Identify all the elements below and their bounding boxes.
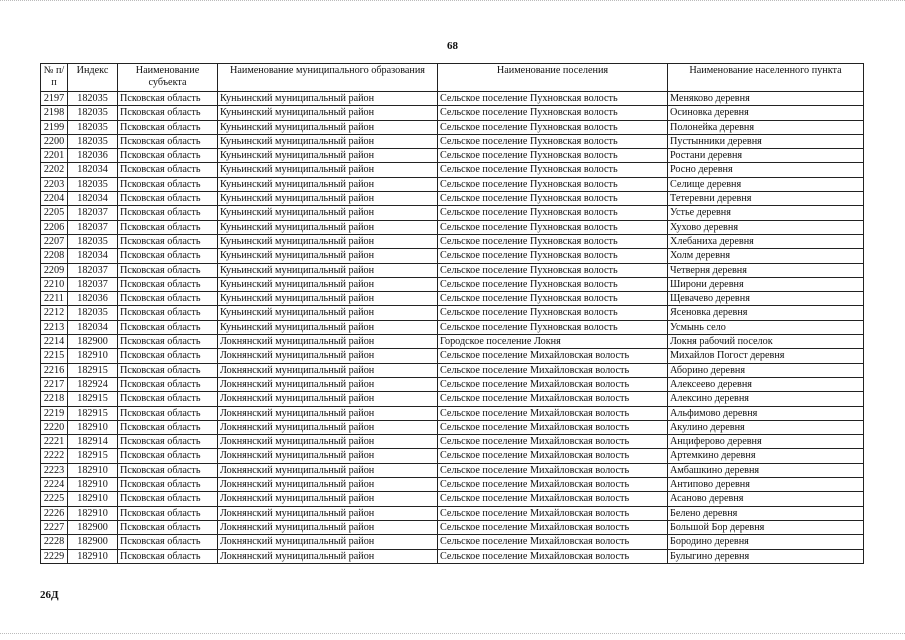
cell-subject: Псковская область: [118, 163, 218, 177]
cell-settlement: Сельское поселение Пухновская волость: [438, 92, 668, 106]
cell-locality: Ростани деревня: [668, 149, 864, 163]
cell-locality: Большой Бор деревня: [668, 520, 864, 534]
table-row: [41, 106, 864, 120]
cell-locality: Усмынь село: [668, 320, 864, 334]
cell-municipality: Локнянский муниципальный район: [218, 549, 438, 563]
header-cell-subject: Наименование субъекта: [118, 64, 218, 92]
cell-index: 182910: [68, 506, 118, 520]
settlements-table: [40, 63, 864, 564]
cell-index: 182037: [68, 220, 118, 234]
table-row: [41, 520, 864, 534]
cell-settlement: Городское поселение Локня: [438, 335, 668, 349]
cell-number: 2211: [41, 292, 68, 306]
cell-settlement: Сельское поселение Михайловская волость: [438, 392, 668, 406]
cell-settlement: Сельское поселение Пухновская волость: [438, 306, 668, 320]
cell-locality: Хухово деревня: [668, 220, 864, 234]
cell-number: 2227: [41, 520, 68, 534]
cell-locality: Амбашкино деревня: [668, 463, 864, 477]
cell-number: 2220: [41, 420, 68, 434]
table-row: [41, 92, 864, 106]
cell-index: 182900: [68, 335, 118, 349]
cell-settlement: Сельское поселение Пухновская волость: [438, 134, 668, 148]
cell-municipality: Куньинский муниципальный район: [218, 277, 438, 291]
cell-number: 2208: [41, 249, 68, 263]
cell-settlement: Сельское поселение Пухновская волость: [438, 106, 668, 120]
cell-locality: Четверня деревня: [668, 263, 864, 277]
cell-locality: Антипово деревня: [668, 478, 864, 492]
cell-settlement: Сельское поселение Пухновская волость: [438, 192, 668, 206]
cell-municipality: Куньинский муниципальный район: [218, 92, 438, 106]
table-row: [41, 277, 864, 291]
cell-subject: Псковская область: [118, 134, 218, 148]
header-cell-municipality: Наименование муниципального образования: [218, 64, 438, 92]
header-cell-index: Индекс: [68, 64, 118, 92]
cell-index: 182037: [68, 206, 118, 220]
table-row: [41, 492, 864, 506]
cell-number: 2213: [41, 320, 68, 334]
header-cell-locality: Наименование населенного пункта: [668, 64, 864, 92]
cell-municipality: Локнянский муниципальный район: [218, 435, 438, 449]
cell-locality: Бородино деревня: [668, 535, 864, 549]
cell-locality: Осиновка деревня: [668, 106, 864, 120]
cell-municipality: Куньинский муниципальный район: [218, 292, 438, 306]
table-row: [41, 463, 864, 477]
cell-settlement: Сельское поселение Пухновская волость: [438, 163, 668, 177]
table-row: [41, 263, 864, 277]
cell-subject: Псковская область: [118, 549, 218, 563]
cell-subject: Псковская область: [118, 192, 218, 206]
cell-settlement: Сельское поселение Михайловская волость: [438, 349, 668, 363]
cell-settlement: Сельское поселение Михайловская волость: [438, 535, 668, 549]
header-cell-settlement: Наименование поселения: [438, 64, 668, 92]
cell-index: 182035: [68, 120, 118, 134]
cell-number: 2197: [41, 92, 68, 106]
cell-municipality: Куньинский муниципальный район: [218, 106, 438, 120]
cell-subject: Псковская область: [118, 177, 218, 191]
cell-subject: Псковская область: [118, 449, 218, 463]
cell-locality: Селище деревня: [668, 177, 864, 191]
table-row: [41, 363, 864, 377]
table-row: [41, 163, 864, 177]
table-row: [41, 206, 864, 220]
cell-number: 2212: [41, 306, 68, 320]
cell-subject: Псковская область: [118, 234, 218, 248]
table-row: [41, 478, 864, 492]
cell-number: 2205: [41, 206, 68, 220]
cell-index: 182035: [68, 234, 118, 248]
table-row: [41, 392, 864, 406]
cell-subject: Псковская область: [118, 492, 218, 506]
cell-number: 2225: [41, 492, 68, 506]
cell-settlement: Сельское поселение Пухновская волость: [438, 120, 668, 134]
cell-settlement: Сельское поселение Михайловская волость: [438, 463, 668, 477]
header-cell-number: № п/п: [41, 64, 68, 92]
cell-subject: Псковская область: [118, 120, 218, 134]
cell-index: 182915: [68, 406, 118, 420]
cell-settlement: Сельское поселение Пухновская волость: [438, 206, 668, 220]
cell-settlement: Сельское поселение Пухновская волость: [438, 177, 668, 191]
cell-settlement: Сельское поселение Пухновская волость: [438, 249, 668, 263]
cell-municipality: Локнянский муниципальный район: [218, 520, 438, 534]
cell-locality: Щевачево деревня: [668, 292, 864, 306]
cell-number: 2209: [41, 263, 68, 277]
cell-settlement: Сельское поселение Михайловская волость: [438, 420, 668, 434]
cell-number: 2229: [41, 549, 68, 563]
cell-settlement: Сельское поселение Михайловская волость: [438, 363, 668, 377]
cell-municipality: Куньинский муниципальный район: [218, 249, 438, 263]
cell-index: 182034: [68, 192, 118, 206]
scan-top-edge: [0, 0, 905, 3]
cell-index: 182035: [68, 134, 118, 148]
cell-municipality: Куньинский муниципальный район: [218, 134, 438, 148]
cell-municipality: Куньинский муниципальный район: [218, 234, 438, 248]
cell-subject: Псковская область: [118, 506, 218, 520]
table-row: [41, 149, 864, 163]
cell-locality: Артемкино деревня: [668, 449, 864, 463]
cell-subject: Псковская область: [118, 392, 218, 406]
cell-subject: Псковская область: [118, 306, 218, 320]
cell-index: 182910: [68, 463, 118, 477]
cell-number: 2221: [41, 435, 68, 449]
cell-index: 182915: [68, 363, 118, 377]
cell-subject: Псковская область: [118, 420, 218, 434]
page-number: 68: [447, 40, 458, 52]
table-row: [41, 320, 864, 334]
cell-municipality: Куньинский муниципальный район: [218, 149, 438, 163]
cell-locality: Меняково деревня: [668, 92, 864, 106]
cell-municipality: Локнянский муниципальный район: [218, 363, 438, 377]
cell-municipality: Локнянский муниципальный район: [218, 535, 438, 549]
cell-number: 2203: [41, 177, 68, 191]
table-row: [41, 506, 864, 520]
table-row: [41, 449, 864, 463]
cell-settlement: Сельское поселение Пухновская волость: [438, 263, 668, 277]
cell-settlement: Сельское поселение Михайловская волость: [438, 492, 668, 506]
cell-index: 182037: [68, 277, 118, 291]
cell-municipality: Куньинский муниципальный район: [218, 163, 438, 177]
cell-subject: Псковская область: [118, 292, 218, 306]
cell-settlement: Сельское поселение Михайловская волость: [438, 406, 668, 420]
cell-index: 182910: [68, 492, 118, 506]
cell-number: 2204: [41, 192, 68, 206]
cell-number: 2218: [41, 392, 68, 406]
cell-locality: Ясеновка деревня: [668, 306, 864, 320]
table-row: [41, 535, 864, 549]
table-row: [41, 335, 864, 349]
cell-municipality: Куньинский муниципальный район: [218, 206, 438, 220]
cell-number: 2198: [41, 106, 68, 120]
cell-index: 182037: [68, 263, 118, 277]
cell-subject: Псковская область: [118, 249, 218, 263]
cell-index: 182910: [68, 349, 118, 363]
cell-number: 2207: [41, 234, 68, 248]
table-row: [41, 220, 864, 234]
table-row: [41, 249, 864, 263]
cell-subject: Псковская область: [118, 463, 218, 477]
cell-settlement: Сельское поселение Михайловская волость: [438, 520, 668, 534]
cell-index: 182034: [68, 249, 118, 263]
cell-municipality: Локнянский муниципальный район: [218, 377, 438, 391]
cell-municipality: Локнянский муниципальный район: [218, 335, 438, 349]
table-row: [41, 435, 864, 449]
cell-subject: Псковская область: [118, 349, 218, 363]
cell-municipality: Локнянский муниципальный район: [218, 492, 438, 506]
cell-index: 182034: [68, 163, 118, 177]
cell-number: 2215: [41, 349, 68, 363]
cell-index: 182910: [68, 420, 118, 434]
cell-settlement: Сельское поселение Пухновская волость: [438, 234, 668, 248]
cell-settlement: Сельское поселение Пухновская волость: [438, 220, 668, 234]
cell-index: 182910: [68, 549, 118, 563]
cell-index: 182035: [68, 106, 118, 120]
cell-locality: Локня рабочий поселок: [668, 335, 864, 349]
cell-number: 2210: [41, 277, 68, 291]
cell-number: 2228: [41, 535, 68, 549]
table-row: [41, 234, 864, 248]
cell-number: 2219: [41, 406, 68, 420]
cell-subject: Псковская область: [118, 206, 218, 220]
cell-number: 2202: [41, 163, 68, 177]
cell-index: 182035: [68, 92, 118, 106]
cell-number: 2206: [41, 220, 68, 234]
cell-municipality: Локнянский муниципальный район: [218, 449, 438, 463]
cell-municipality: Локнянский муниципальный район: [218, 406, 438, 420]
cell-index: 182035: [68, 306, 118, 320]
cell-number: 2223: [41, 463, 68, 477]
table-row: [41, 349, 864, 363]
cell-locality: Холм деревня: [668, 249, 864, 263]
cell-index: 182914: [68, 435, 118, 449]
cell-number: 2199: [41, 120, 68, 134]
cell-municipality: Куньинский муниципальный район: [218, 263, 438, 277]
cell-settlement: Сельское поселение Пухновская волость: [438, 292, 668, 306]
cell-number: 2217: [41, 377, 68, 391]
cell-municipality: Локнянский муниципальный район: [218, 392, 438, 406]
cell-municipality: Локнянский муниципальный район: [218, 349, 438, 363]
cell-locality: Полонейка деревня: [668, 120, 864, 134]
cell-locality: Росно деревня: [668, 163, 864, 177]
cell-municipality: Куньинский муниципальный район: [218, 320, 438, 334]
cell-settlement: Сельское поселение Михайловская волость: [438, 549, 668, 563]
cell-locality: Аборино деревня: [668, 363, 864, 377]
cell-subject: Псковская область: [118, 335, 218, 349]
sheet-mark: 26Д: [40, 589, 59, 601]
cell-subject: Псковская область: [118, 535, 218, 549]
cell-index: 182036: [68, 149, 118, 163]
cell-number: 2222: [41, 449, 68, 463]
cell-index: 182900: [68, 535, 118, 549]
cell-municipality: Куньинский муниципальный район: [218, 177, 438, 191]
cell-subject: Псковская область: [118, 406, 218, 420]
cell-index: 182036: [68, 292, 118, 306]
cell-locality: Акулино деревня: [668, 420, 864, 434]
table-row: [41, 377, 864, 391]
cell-municipality: Куньинский муниципальный район: [218, 192, 438, 206]
cell-municipality: Куньинский муниципальный район: [218, 220, 438, 234]
cell-index: 182900: [68, 520, 118, 534]
cell-subject: Псковская область: [118, 520, 218, 534]
cell-subject: Псковская область: [118, 478, 218, 492]
cell-index: 182035: [68, 177, 118, 191]
table-row: [41, 192, 864, 206]
cell-index: 182910: [68, 478, 118, 492]
cell-municipality: Локнянский муниципальный район: [218, 478, 438, 492]
cell-locality: Михайлов Погост деревня: [668, 349, 864, 363]
cell-locality: Алексеево деревня: [668, 377, 864, 391]
table-row: [41, 120, 864, 134]
table-row: [41, 292, 864, 306]
cell-index: 182915: [68, 392, 118, 406]
cell-locality: Булыгино деревня: [668, 549, 864, 563]
cell-locality: Алексино деревня: [668, 392, 864, 406]
cell-subject: Псковская область: [118, 263, 218, 277]
cell-locality: Пустынники деревня: [668, 134, 864, 148]
cell-locality: Широни деревня: [668, 277, 864, 291]
cell-subject: Псковская область: [118, 277, 218, 291]
cell-subject: Псковская область: [118, 149, 218, 163]
cell-number: 2201: [41, 149, 68, 163]
cell-index: 182034: [68, 320, 118, 334]
cell-subject: Псковская область: [118, 220, 218, 234]
cell-settlement: Сельское поселение Михайловская волость: [438, 506, 668, 520]
table-row: [41, 177, 864, 191]
scan-bottom-edge: [0, 633, 905, 636]
table-row: [41, 306, 864, 320]
cell-subject: Псковская область: [118, 435, 218, 449]
cell-subject: Псковская область: [118, 377, 218, 391]
cell-municipality: Локнянский муниципальный район: [218, 420, 438, 434]
table-row: [41, 134, 864, 148]
table-header-row: [41, 64, 864, 92]
cell-locality: Хлебаниха деревня: [668, 234, 864, 248]
cell-settlement: Сельское поселение Михайловская волость: [438, 435, 668, 449]
cell-locality: Анциферово деревня: [668, 435, 864, 449]
cell-settlement: Сельское поселение Михайловская волость: [438, 449, 668, 463]
cell-index: 182924: [68, 377, 118, 391]
cell-settlement: Сельское поселение Пухновская волость: [438, 149, 668, 163]
cell-locality: Альфимово деревня: [668, 406, 864, 420]
cell-locality: Устье деревня: [668, 206, 864, 220]
cell-number: 2216: [41, 363, 68, 377]
cell-settlement: Сельское поселение Пухновская волость: [438, 277, 668, 291]
cell-municipality: Локнянский муниципальный район: [218, 506, 438, 520]
cell-locality: Тетеревни деревня: [668, 192, 864, 206]
cell-municipality: Куньинский муниципальный район: [218, 306, 438, 320]
cell-locality: Асаново деревня: [668, 492, 864, 506]
cell-settlement: Сельское поселение Михайловская волость: [438, 478, 668, 492]
table-row: [41, 406, 864, 420]
cell-number: 2214: [41, 335, 68, 349]
cell-locality: Белено деревня: [668, 506, 864, 520]
cell-number: 2224: [41, 478, 68, 492]
cell-index: 182915: [68, 449, 118, 463]
cell-municipality: Локнянский муниципальный район: [218, 463, 438, 477]
table-row: [41, 420, 864, 434]
cell-number: 2226: [41, 506, 68, 520]
cell-subject: Псковская область: [118, 106, 218, 120]
cell-subject: Псковская область: [118, 320, 218, 334]
cell-settlement: Сельское поселение Михайловская волость: [438, 377, 668, 391]
cell-subject: Псковская область: [118, 363, 218, 377]
cell-subject: Псковская область: [118, 92, 218, 106]
cell-number: 2200: [41, 134, 68, 148]
cell-settlement: Сельское поселение Пухновская волость: [438, 320, 668, 334]
cell-municipality: Куньинский муниципальный район: [218, 120, 438, 134]
table-body: [41, 92, 864, 564]
table-row: [41, 549, 864, 563]
